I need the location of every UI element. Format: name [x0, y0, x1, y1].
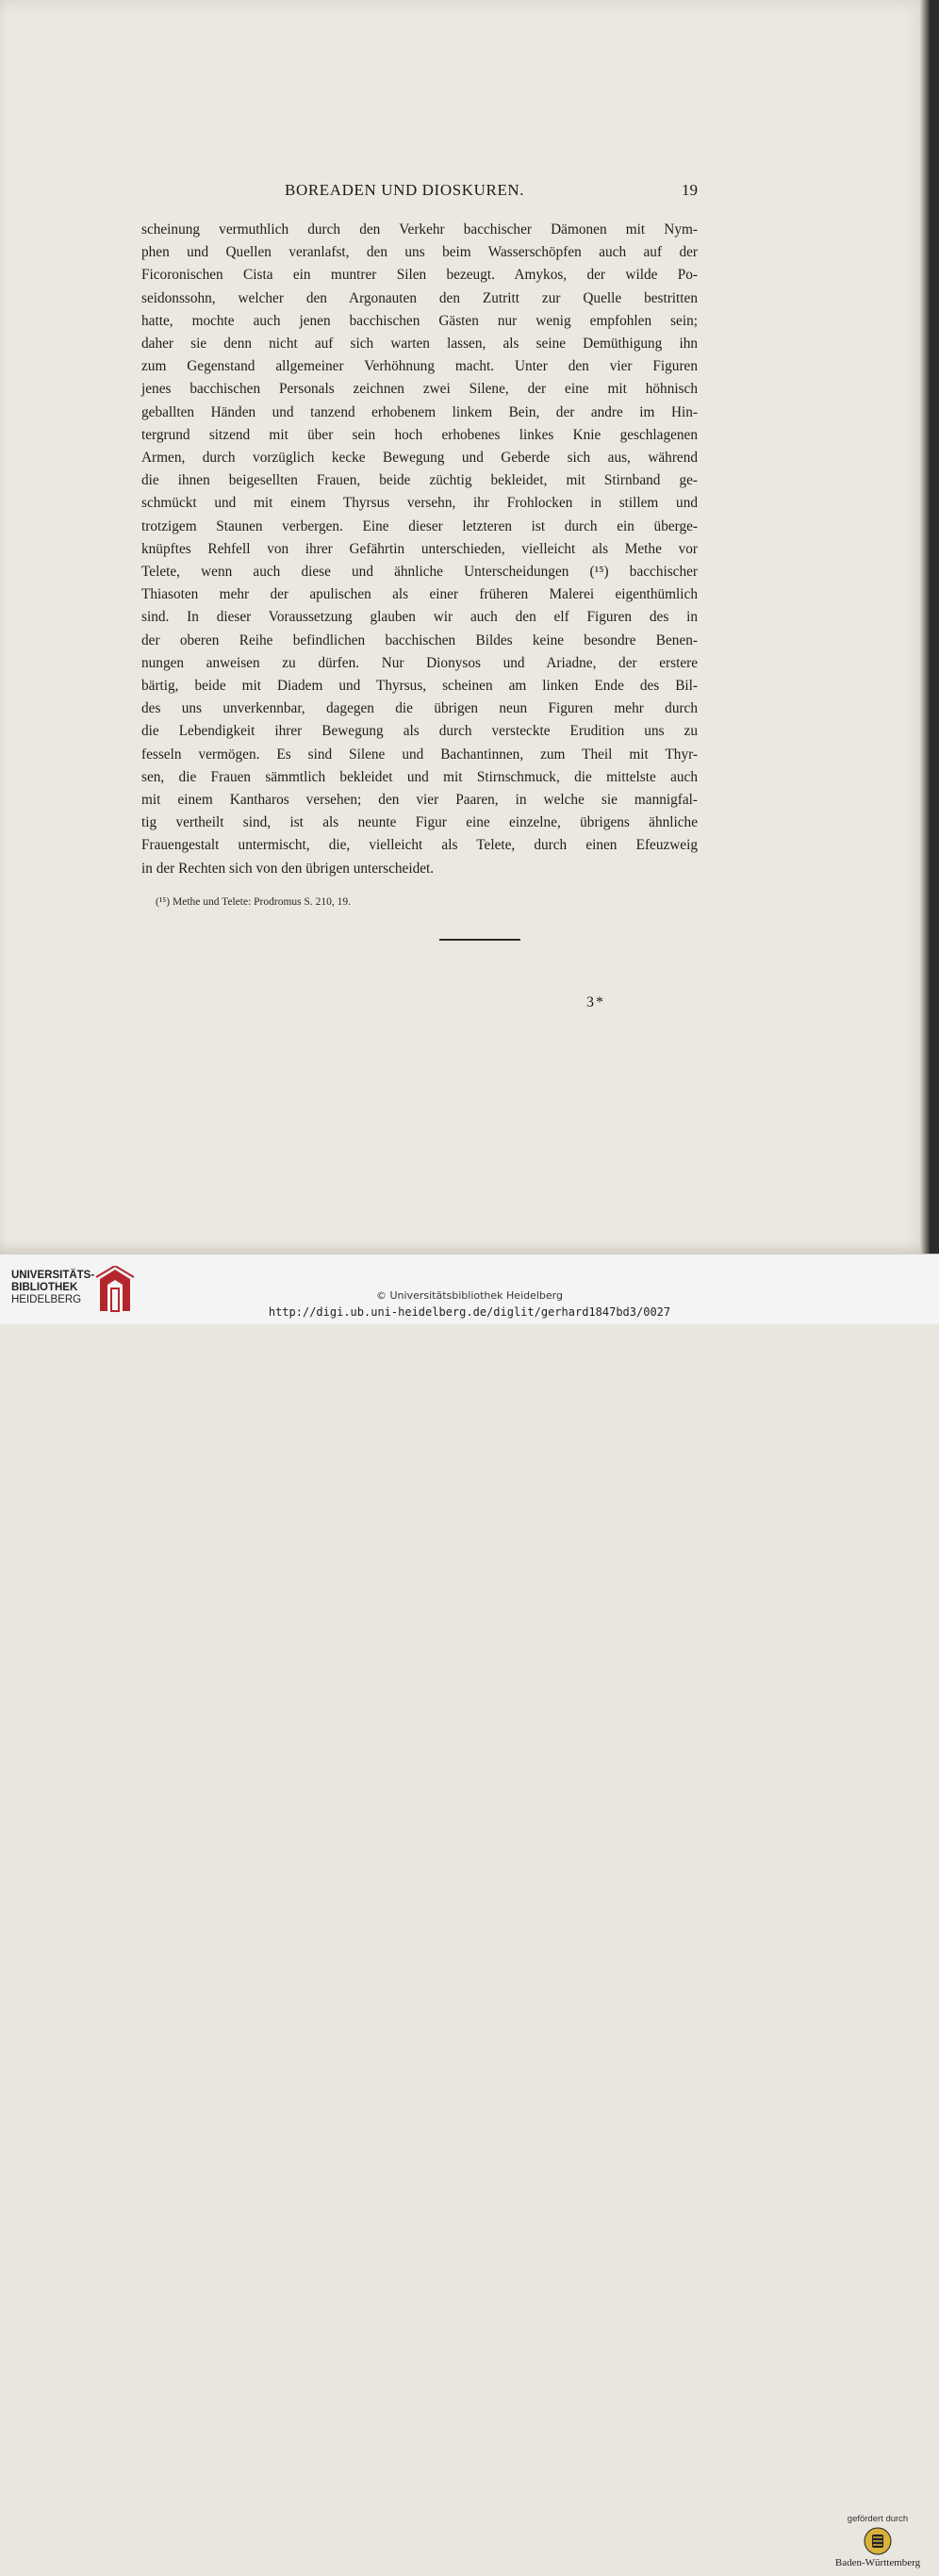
text-line: Armen, durch vorzüglich kecke Bewegung und Geberde sich aus, während [141, 450, 698, 467]
text-line: nungen anweisen zu dürfen. Nur Dionysos und Ariadne, der erstere [141, 654, 698, 671]
text-line: die ihnen beigesellten Frauen, beide züchtig bekleidet, mit Stirnband ge- [141, 472, 698, 489]
text-line: in der Rechten sich von den übrigen unterscheidet. [141, 860, 435, 877]
sponsor-label: gefördert durch [847, 2514, 909, 2524]
text-line: des uns unverkennbar, dagegen die übrigen neun Figuren mehr durch [141, 700, 698, 717]
text-line: seidonssohn, welcher den Argonauten den Zutritt zur Quelle bestritten [141, 289, 698, 306]
text-line: trotzigem Staunen verbergen. Eine dieser letzteren ist durch ein überge- [141, 517, 698, 534]
permalink-url[interactable]: http://digi.ub.uni-heidelberg.de/diglit/gerhard1847bd3/0027 [268, 1305, 671, 1319]
text-line: fesseln vermögen. Es sind Silene und Bachantinnen, zum Theil mit Thyr- [141, 746, 698, 763]
text-line: scheinung vermuthlich durch den Verkehr bacchischer Dämonen mit Nym- [141, 222, 698, 238]
closing-rule [439, 939, 520, 941]
text-line: daher sie denn nicht auf sich warten lassen, als seine Demüthigung ihn [141, 336, 698, 353]
text-line: tig vertheilt sind, ist als neunte Figur eine einzelne, übrigens ähnliche [141, 814, 698, 831]
book-page [0, 0, 930, 1254]
text-line: sen, die Frauen sämmtlich bekleidet und mit Stirnschmuck, die mittelste auch [141, 768, 698, 785]
page-number: 19 [682, 181, 698, 199]
text-line: phen und Quellen veranlafst, den uns beim Wasserschöpfen auch auf der [141, 244, 698, 261]
ub-logo-line-3: HEIDELBERG [11, 1294, 82, 1305]
footnote: (¹⁵) Methe und Telete: Prodromus S. 210, 19. [156, 896, 352, 908]
text-line: Ficoronischen Cista ein muntrer Silen bezeugt. Amykos, der wilde Po- [141, 267, 698, 284]
ub-logo-line-2: BIBLIOTHEK [11, 1282, 78, 1293]
text-line: schmückt und mit einem Thyrsus versehn, ihr Frohlocken in stillem und [141, 495, 698, 512]
text-line: tergrund sitzend mit über sein hoch erhobenes linkes Knie geschlagenen [141, 426, 698, 443]
ub-logo-line-1: UNIVERSITÄTS- [11, 1270, 95, 1281]
text-line: Telete, wenn auch diese und ähnliche Unterscheidungen (¹⁵) bacchischer [141, 564, 698, 581]
sheet-signature: 3* [586, 994, 605, 1010]
text-line: sind. In dieser Voraussetzung glauben wir auch den elf Figuren des in [141, 609, 698, 626]
text-line: Thiasoten mehr der apulischen als einer früheren Malerei eigenthümlich [141, 586, 698, 603]
text-line: hatte, mochte auch jenen bacchischen Gästen nur wenig empfohlen sein; [141, 312, 698, 329]
text-line: zum Gegenstand allgemeiner Verhöhnung macht. Unter den vier Figuren [141, 358, 698, 375]
body-text [141, 219, 698, 880]
text-line: knüpftes Rehfell von ihrer Gefährtin unterschieden, vielleicht als Methe vor [141, 540, 698, 557]
text-line: mit einem Kantharos versehen; den vier Paaren, in welche sie mannigfal- [141, 792, 698, 809]
text-line: Frauengestalt untermischt, die, vielleicht als Telete, durch einen Efeuzweig [141, 837, 698, 854]
text-line: bärtig, beide mit Diadem und Thyrsus, scheinen am linken Ende des Bil- [141, 678, 698, 695]
text-line: jenes bacchischen Personals zeichnen zwei Silene, der eine mit höhnisch [141, 381, 698, 398]
running-title: BOREADEN UND DIOSKUREN. [285, 181, 525, 199]
text-line: der oberen Reihe befindlichen bacchischen Bildes keine besondre Benen- [141, 632, 698, 648]
running-head [141, 181, 698, 205]
page-edge-shadow [920, 0, 930, 1254]
baden-wuerttemberg-crest-icon [864, 2527, 892, 2555]
scan-frame [0, 0, 939, 1254]
sponsor-block [822, 2514, 933, 2576]
sponsor-name: Baden-Württemberg [834, 2557, 921, 2568]
copyright-notice: © Universitätsbibliothek Heidelberg [375, 1289, 563, 1302]
text-line: die Lebendigkeit ihrer Bewegung als durch versteckte Erudition uns zu [141, 723, 698, 740]
text-line: geballten Händen und tanzend erhobenem linkem Bein, der andre im Hin- [141, 403, 698, 420]
